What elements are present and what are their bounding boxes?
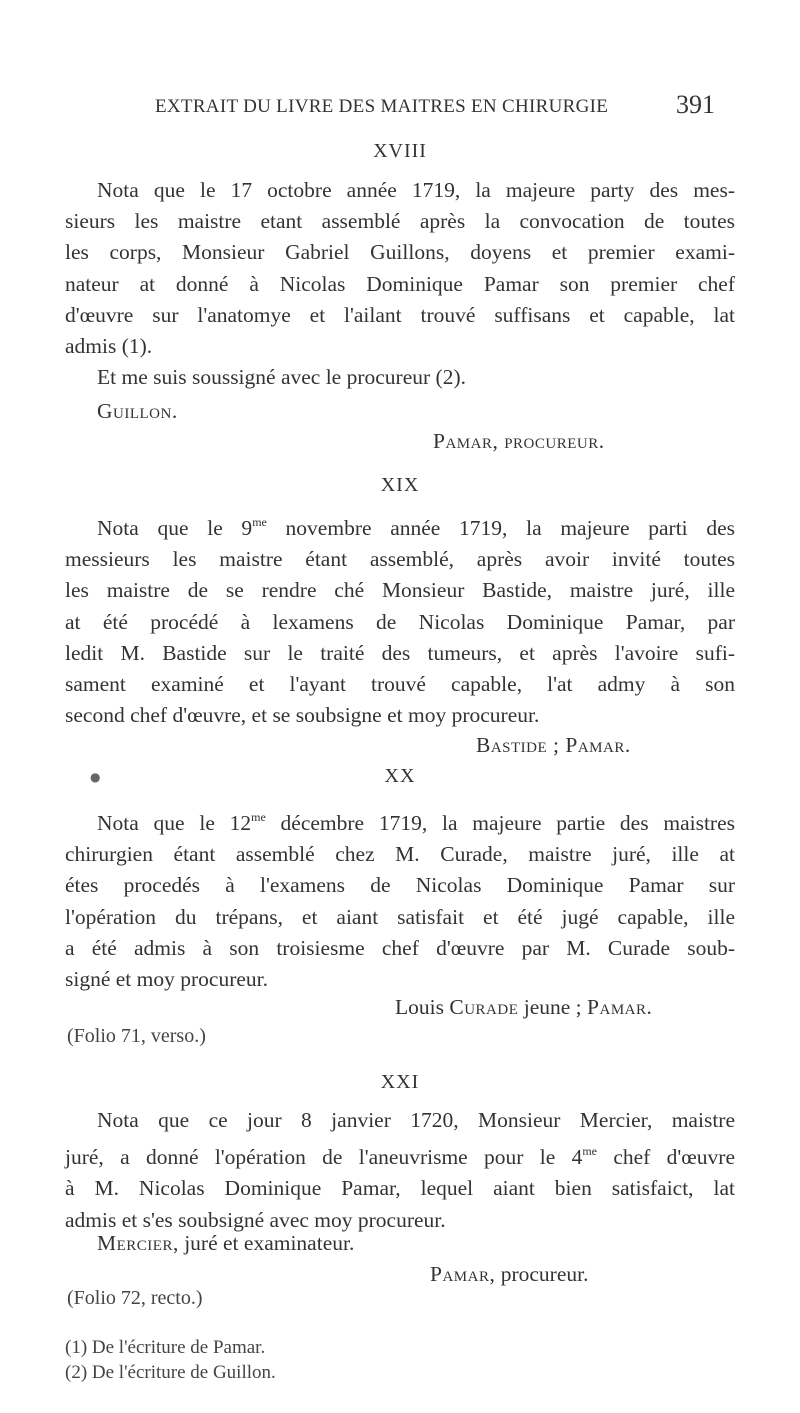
text-line: chirurgien étant assemblé chez M. Curade, maistre juré, ille at: [65, 842, 735, 867]
section-number-xix: XIX: [380, 474, 420, 496]
section-number-xviii: XVIII: [373, 140, 427, 162]
text-line: at été procédé à lexamens de Nicolas Dominique Pamar, par: [65, 609, 735, 634]
superscript: me: [252, 515, 267, 529]
signature-curade-pamar: [395, 995, 652, 1020]
text-line: les maistre de se rendre ché Monsieur Bastide, maistre juré, ille: [65, 578, 735, 603]
section-number-xxi: XXI: [380, 1071, 420, 1093]
ink-speck: ●: [90, 770, 101, 784]
text-line: les corps, Monsieur Gabriel Guillons, doyens et premier exami-: [65, 240, 735, 265]
section-xx-text: [65, 802, 735, 995]
text-segment: décembre 1719, la majeure partie des maistres: [265, 811, 735, 835]
text-line: Nota que le 17 octobre année 1719, la majeure party des mes-: [97, 178, 735, 202]
signature-text: procureur.: [495, 1262, 589, 1286]
text-segment: chef d'œuvre: [597, 1145, 735, 1170]
signature-bastide-pamar: Bastide ; Pamar.: [476, 733, 631, 757]
signature-text: Louis: [395, 995, 450, 1019]
text-line: [65, 802, 735, 839]
section-number-xx: XX: [384, 765, 416, 787]
text-line: Et me suis soussigné avec le procureur (2).: [97, 365, 466, 390]
signature-text: Pamar.: [587, 995, 653, 1019]
text-line: Nota que ce jour 8 janvier 1720, Monsieur Mercier, maistre: [97, 1108, 735, 1132]
text-line: ledit M. Bastide sur le traité des tumeurs, et après l'avoire sufi-: [65, 640, 735, 665]
text-segment: juré, a donné l'opération de l'aneuvrisme pour le 4: [65, 1145, 583, 1170]
text-line: nateur at donné à Nicolas Dominique Pamar son premier chef: [65, 271, 735, 296]
signature-text: Pamar, procureur.: [433, 429, 605, 453]
folio-note: (Folio 71, verso.): [67, 1025, 206, 1047]
text-line: a été admis à son troisiesme chef d'œuvre par M. Curade soub-: [65, 935, 735, 960]
text-line: signé et moy procureur.: [65, 967, 269, 992]
superscript: me: [251, 810, 266, 824]
footnote-2: (2) De l'écriture de Guillon.: [65, 1362, 276, 1383]
signature-pamar-procureur-xxi: [430, 1262, 588, 1287]
text-line: second chef d'œuvre, et se soubsigne et moy procureur.: [65, 703, 540, 728]
signature-text: Mercier,: [97, 1231, 179, 1255]
section-xxi-text: [65, 1105, 735, 1236]
page-number: 391: [676, 90, 715, 119]
folio-note: (Folio 72, recto.): [67, 1287, 203, 1309]
text-line: messieurs les maistre étant assemblé, après avoir invité toutes: [65, 547, 735, 572]
superscript: me: [582, 1144, 598, 1159]
section-xix-text: [65, 507, 735, 731]
text-line: l'opération du trépans, et aiant satisfait et été jugé capable, ille: [65, 904, 735, 929]
text-segment: Nota que le 9: [97, 516, 253, 540]
signature-text: jeune ;: [518, 995, 588, 1019]
signature-mercier: [97, 1231, 354, 1256]
text-line: [65, 1136, 735, 1173]
signature-text: juré et examinateur.: [178, 1231, 355, 1255]
signature-text: Curade: [449, 995, 519, 1019]
text-line: admis et s'es soubsigné avec moy procureur.: [65, 1207, 446, 1232]
section-xviii-text: [65, 175, 735, 393]
text-line: [65, 507, 735, 544]
text-line: sament examiné et l'ayant trouvé capable, l'at admy à son: [65, 672, 735, 697]
text-line: sieurs les maistre etant assemblé après la convocation de toutes: [65, 209, 735, 234]
signature-text: Pamar,: [430, 1262, 496, 1286]
text-line: admis (1).: [65, 334, 153, 359]
text-segment: Nota que le 12: [97, 811, 252, 835]
footnote-1: (1) De l'écriture de Pamar.: [65, 1337, 266, 1358]
text-line: à M. Nicolas Dominique Pamar, lequel aiant bien satisfaict, lat: [65, 1176, 735, 1201]
signature-guillon: Guillon.: [97, 399, 178, 423]
running-title: EXTRAIT DU LIVRE DES MAITRES EN CHIRURGIE: [155, 96, 609, 117]
signature-pamar-procureur: [433, 429, 605, 454]
text-line: d'œuvre sur l'anatomye et l'ailant trouvé suffisans et capable, lat: [65, 302, 735, 327]
text-line: étes procedés à l'examens de Nicolas Dominique Pamar sur: [65, 873, 735, 898]
text-segment: novembre année 1719, la majeure parti des: [266, 516, 735, 540]
